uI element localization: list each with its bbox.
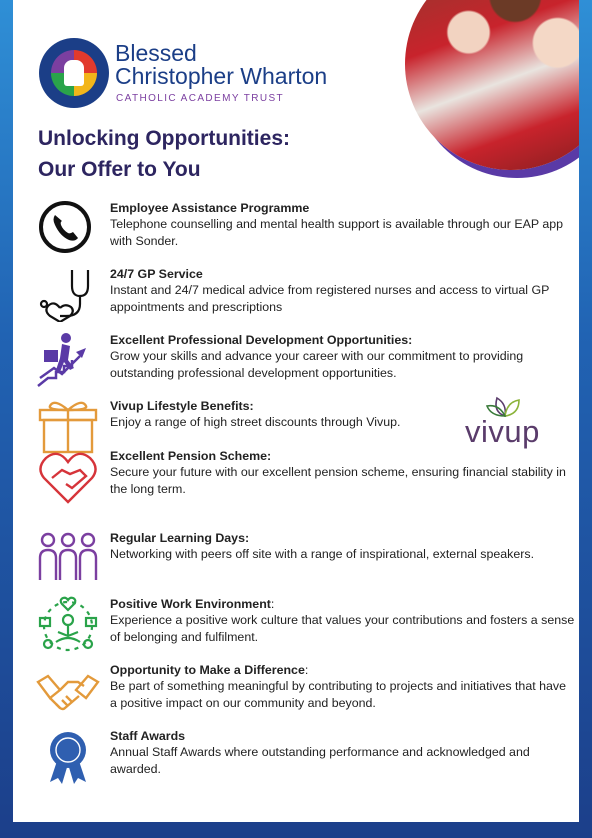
career-growth-icon — [36, 332, 100, 388]
org-name-line1: Blessed — [115, 40, 197, 66]
trust-logo — [39, 38, 109, 108]
trust-logo-figure — [64, 60, 84, 86]
gift-icon — [36, 398, 100, 454]
benefit-title: Employee Assistance Programme — [110, 201, 310, 215]
benefit-title-suffix: : — [304, 663, 309, 677]
benefit-title: Vivup Lifestyle Benefits: — [110, 399, 254, 413]
benefit-title: 24/7 GP Service — [110, 267, 203, 281]
benefit-description: Be part of something meaningful by contributing to projects and initiatives that have a positive impact on our community and beyond. — [110, 679, 566, 710]
benefit-description: Secure your future with our excellent pension scheme, ensuring financial stability in the long term. — [110, 465, 566, 496]
vivup-logo — [465, 392, 561, 452]
benefit-description: Instant and 24/7 medical advice from registered nurses and access to virtual GP appointments and prescriptions — [110, 283, 550, 314]
benefit-description: Experience a positive work culture that values your contributions and fosters a sense of belonging and fulfilment. — [110, 613, 575, 644]
heart-handshake-icon — [36, 448, 100, 504]
org-name-line2: Christopher Wharton — [115, 63, 328, 89]
benefit-description: Networking with peers off site with a range of inspirational, external speakers. — [110, 547, 535, 562]
group-people-icon — [36, 530, 100, 586]
benefit-title: Opportunity to Make a Difference — [110, 663, 305, 677]
benefit-title: Staff Awards — [110, 729, 186, 743]
benefit-title: Positive Work Environment — [110, 597, 271, 611]
benefit-title: Regular Learning Days: — [110, 531, 250, 545]
benefit-title: Excellent Pension Scheme: — [110, 449, 272, 463]
benefit-description: Annual Staff Awards where outstanding performance and acknowledged and awarded. — [110, 745, 530, 776]
benefit-description: Telephone counselling and mental health support is available through our EAP app with Sonder. — [110, 217, 564, 248]
benefit-title: Excellent Professional Development Opportunities: — [110, 333, 413, 347]
pupils-photo — [405, 0, 579, 170]
offer-sheet — [13, 0, 579, 822]
stethoscope-icon — [36, 266, 100, 322]
benefit-title-suffix: : — [270, 597, 275, 611]
page-title-line1: Unlocking Opportunities: — [38, 127, 290, 150]
phone-icon — [36, 200, 100, 256]
handshake-icon — [36, 662, 100, 718]
award-ribbon-icon — [36, 728, 100, 784]
org-subtitle: CATHOLIC ACADEMY TRUST — [116, 93, 285, 104]
benefit-description: Grow your skills and advance your career with our commitment to providing outstanding professional development opportunities. — [110, 349, 524, 380]
vivup-wordmark: vivup — [465, 414, 540, 449]
wellbeing-icon — [36, 596, 100, 652]
page-title-line2: Our Offer to You — [38, 158, 201, 181]
trust-logo-emblem — [51, 50, 97, 96]
benefit-description: Enjoy a range of high street discounts through Vivup. — [110, 415, 401, 430]
